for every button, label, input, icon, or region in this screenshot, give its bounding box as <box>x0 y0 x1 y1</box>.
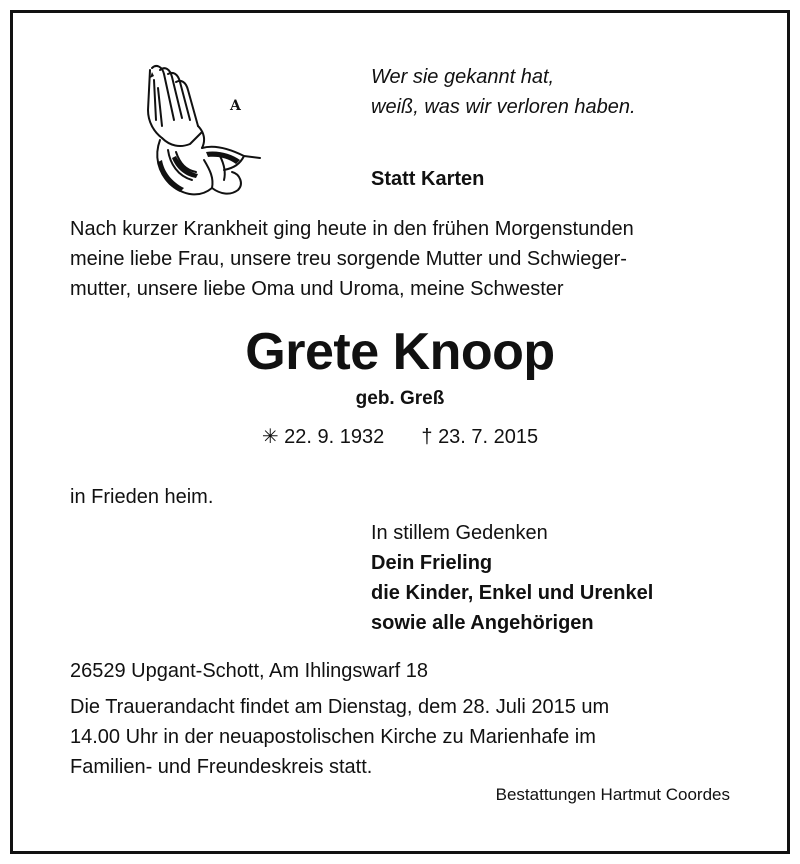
death-symbol-icon: † <box>421 426 433 448</box>
deceased-name: Grete Knoop <box>245 323 555 381</box>
mourner-line-3: sowie alle Angehörigen <box>371 612 594 634</box>
birth-name: geb. Greß <box>355 388 445 409</box>
svg-text:A: A <box>230 98 241 114</box>
birth-symbol-icon: ✳ <box>261 426 279 448</box>
intro-line-2: meine liebe Frau, unsere treu sorgende Mutter und Schwieger- <box>70 248 627 270</box>
death-date: 23. 7. 2015 <box>438 426 539 448</box>
birth-date: 22. 9. 1932 <box>284 426 385 448</box>
mourners-heading: In stillem Gedenken <box>371 522 548 544</box>
service-line-3: Familien- und Freundeskreis statt. <box>70 756 373 778</box>
funeral-home: Bestattungen Hartmut Coordes <box>495 785 730 804</box>
intro-line-3: mutter, unsere liebe Oma und Uroma, meine Schwester <box>70 278 564 300</box>
peace-line: in Frieden heim. <box>70 486 214 508</box>
mourner-line-2: die Kinder, Enkel und Urenkel <box>371 582 654 604</box>
statt-karten: Statt Karten <box>371 168 485 190</box>
quote-line-2: weiß, was wir verloren haben. <box>371 96 636 118</box>
mourner-line-1: Dein Frieling <box>371 552 493 574</box>
service-line-2: 14.00 Uhr in der neuapostolischen Kirche zu Marienhafe im <box>70 726 596 748</box>
address: 26529 Upgant-Schott, Am Ihlingswarf 18 <box>70 660 428 682</box>
intro-line-1: Nach kurzer Krankheit ging heute in den frühen Morgenstunden <box>70 218 634 240</box>
life-dates <box>0 424 800 449</box>
service-line-1: Die Trauerandacht findet am Dienstag, dem 28. Juli 2015 um <box>70 696 610 718</box>
praying-hands-icon <box>140 60 265 205</box>
quote-line-1: Wer sie gekannt hat, <box>371 66 555 88</box>
